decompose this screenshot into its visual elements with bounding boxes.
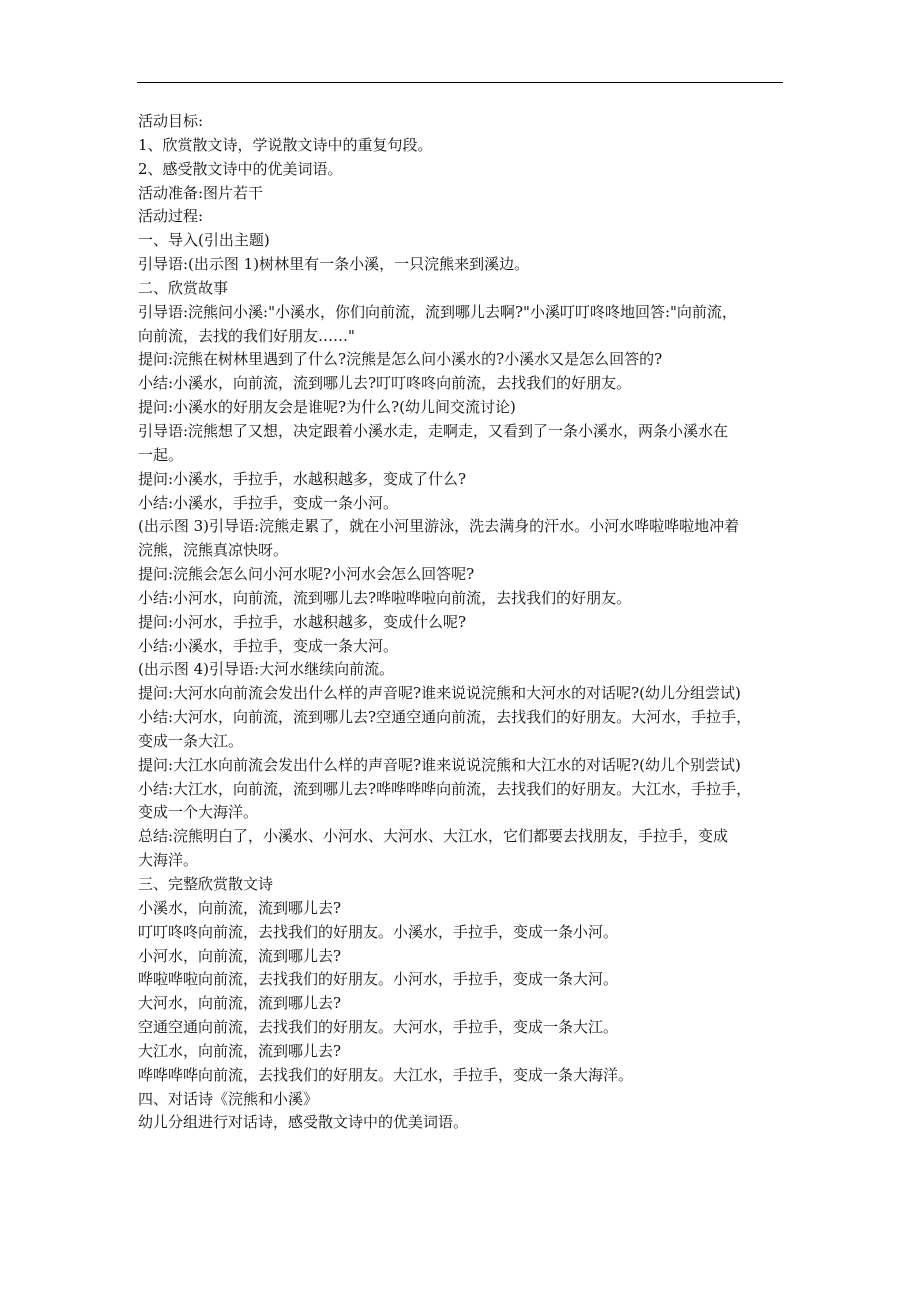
text-line: 小结:小溪水，向前流，流到哪儿去?叮叮咚咚向前流，去找我们的好朋友。 (138, 374, 632, 393)
text-line: 大海洋。 (138, 851, 199, 870)
text-line: 引导语:(出示图 1)树林里有一条小溪，一只浣熊来到溪边。 (138, 255, 530, 274)
text-line: 小结:小溪水，手拉手，变成一条小河。 (138, 493, 399, 512)
document-body (138, 110, 788, 1135)
text-line: 小结:小河水，向前流，流到哪儿去?哗啦哗啦向前流，去找我们的好朋友。 (138, 588, 632, 607)
text-line: (出示图 4)引导语:大河水继续向前流。 (138, 660, 395, 679)
text-line: 小结:大河水，向前流，流到哪儿去?空通空通向前流，去找我们的好朋友。大河水，手拉手， (138, 708, 752, 727)
text-line: 提问:小河水，手拉手，水越积越多，变成什么呢? (138, 612, 467, 631)
section-heading: 一、导入(引出主题) (138, 231, 270, 250)
text-line: 活动过程: (138, 207, 204, 226)
text-line: 活动目标: (138, 112, 204, 130)
section-heading: 二、欣赏故事 (138, 278, 229, 297)
text-line: 小结:小溪水，手拉手，变成一条大河。 (138, 636, 399, 655)
text-line: 总结:浣熊明白了，小溪水、小河水、大河水、大江水，它们都要去找朋友，手拉手，变成 (138, 827, 729, 846)
text-line: 浣熊，浣熊真凉快呀。 (138, 541, 289, 560)
text-line: 提问:大河水向前流会发出什么样的声音呢?谁来说说浣熊和大河水的对话呢?(幼儿分组尝试) (138, 684, 741, 703)
poem-line: 小溪水，向前流，流到哪儿去? (138, 898, 342, 917)
poem-line: 哗哗哗哗向前流，去找我们的好朋友。大江水，手拉手，变成一条大海洋。 (138, 1065, 634, 1084)
text-line: 提问:小溪水，手拉手，水越积越多，变成了什么? (138, 469, 467, 488)
header-rule (137, 82, 783, 83)
text-line: 变成一条大江。 (138, 731, 244, 750)
text-line: 提问:小溪水的好朋友会是谁呢?为什么?(幼儿间交流讨论) (138, 398, 516, 417)
text-line: 1、欣赏散文诗，学说散文诗中的重复句段。 (138, 135, 433, 154)
text-line: 引导语:浣熊问小溪:"小溪水，你们向前流，流到哪儿去啊?"小溪叮叮咚咚地回答:"向前流， (138, 302, 737, 321)
text-line: 幼儿分组进行对话诗，感受散文诗中的优美词语。 (138, 1113, 469, 1132)
poem-line: 大河水，向前流，流到哪儿去? (138, 994, 342, 1013)
text-line: 提问:大江水向前流会发出什么样的声音呢?谁来说说浣熊和大江水的对话呢?(幼儿个别尝试) (138, 755, 741, 774)
poem-line: 叮叮咚咚向前流，去找我们的好朋友。小溪水，手拉手，变成一条小河。 (138, 922, 619, 941)
text-line: (出示图 3)引导语:浣熊走累了，就在小河里游泳，洗去满身的汗水。小河水哗啦哗啦地冲着 (138, 517, 740, 536)
text-line: 提问:浣熊会怎么问小河水呢?小河水会怎么回答呢? (138, 565, 475, 584)
text-line: 2、感受散文诗中的优美词语。 (138, 159, 343, 178)
section-heading: 四、对话诗《浣熊和小溪》 (138, 1089, 319, 1108)
text-line: 向前流，去找的我们好朋友……" (138, 326, 355, 345)
text-line: 活动准备:图片若干 (138, 183, 264, 202)
text-line: 变成一个大海洋。 (138, 803, 259, 822)
text-line: 提问:浣熊在树林里遇到了什么?浣熊是怎么问小溪水的?小溪水又是怎么回答的? (138, 350, 663, 369)
poem-line: 大江水，向前流，流到哪儿去? (138, 1041, 342, 1060)
poem-line: 小河水，向前流，流到哪儿去? (138, 946, 342, 965)
text-line: 引导语:浣熊想了又想，决定跟着小溪水走，走啊走，又看到了一条小溪水，两条小溪水在 (138, 421, 729, 440)
text-line: 一起。 (138, 445, 184, 464)
section-heading: 三、完整欣赏散文诗 (138, 875, 274, 893)
text-line: 小结:大江水，向前流，流到哪儿去?哗哗哗哗向前流，去找我们的好朋友。大江水，手拉手， (138, 779, 752, 798)
poem-line: 空通空通向前流，去找我们的好朋友。大河水，手拉手，变成一条大江。 (138, 1018, 619, 1037)
poem-line: 哗啦哗啦向前流，去找我们的好朋友。小河水，手拉手，变成一条大河。 (138, 970, 619, 989)
